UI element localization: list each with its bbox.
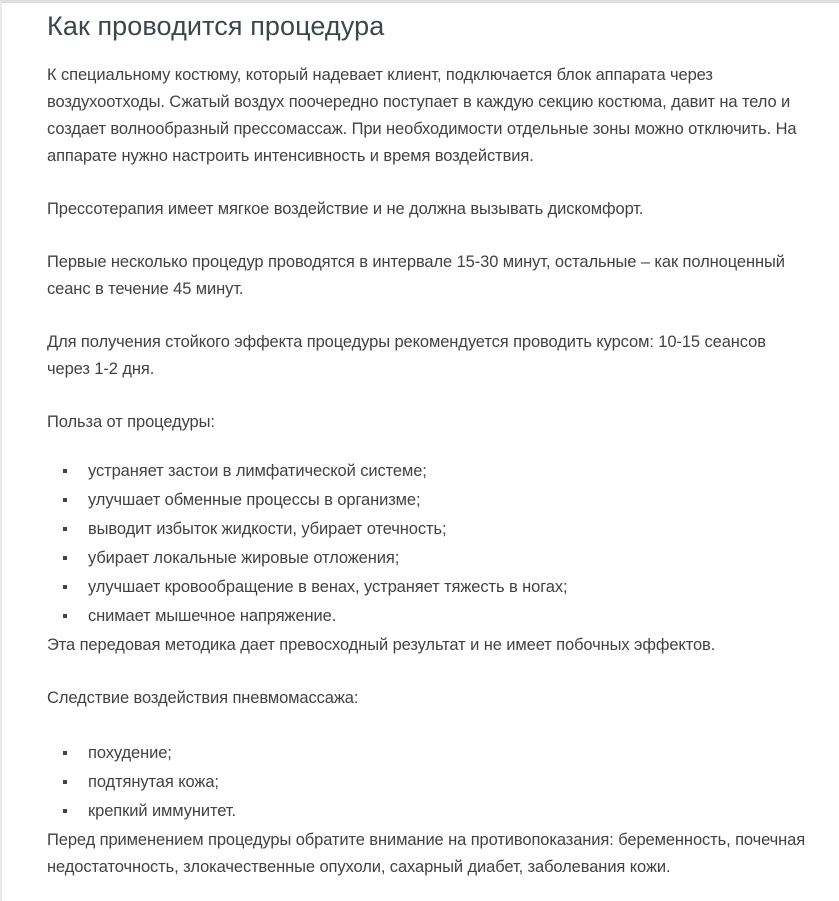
bullet-square-icon xyxy=(63,809,67,813)
paragraph-session-duration: Первые несколько процедур проводятся в интервале 15-30 минут, остальные – как полноценный сеанс в течение 45 минут. xyxy=(47,253,785,298)
bullet-square-icon xyxy=(63,556,67,560)
list-item-text: выводит избыток жидкости, убирает отечность; xyxy=(88,520,447,538)
bullet-square-icon xyxy=(63,498,67,502)
list-item xyxy=(47,487,811,514)
list-item-text: снимает мышечное напряжение. xyxy=(88,607,337,625)
benefits-list xyxy=(47,458,811,630)
list-item xyxy=(47,458,811,485)
bullet-square-icon xyxy=(63,614,67,618)
effects-list-intro: Следствие воздействия пневмомассажа: xyxy=(47,689,359,707)
list-item-text: устраняет застои в лимфатической системе; xyxy=(88,462,427,480)
list-item-text: похудение; xyxy=(88,744,172,762)
list-item xyxy=(47,769,811,796)
page-title: Как проводится процедура xyxy=(47,11,385,41)
list-item xyxy=(47,740,811,767)
bullet-square-icon xyxy=(63,527,67,531)
list-item xyxy=(47,603,811,630)
paragraph-comfort-note: Прессотерапия имеет мягкое воздействие и не должна вызывать дискомфорт. xyxy=(47,200,644,218)
effects-list xyxy=(47,740,811,825)
bullet-square-icon xyxy=(63,780,67,784)
list-item xyxy=(47,516,811,543)
list-item-text: улучшает кровообращение в венах, устраняет тяжесть в ногах; xyxy=(88,578,568,596)
benefits-list-intro: Польза от процедуры: xyxy=(47,413,215,431)
list-item-text: подтянутая кожа; xyxy=(88,773,219,791)
bullet-square-icon xyxy=(63,585,67,589)
contraindications-warning: Перед применением процедуры обратите внимание на противопоказания: беременность, почечная недостаточность, злокачественные опухоли, сахарный диабет, заболевания кожи. xyxy=(47,831,806,876)
list-item xyxy=(47,545,811,572)
paragraph-procedure-description: К специальному костюму, который надевает клиент, подключается блок аппарата через воздухоотходы. Сжатый воздух поочередно поступает в каждую секцию костюма, давит на тело и создает волнообразный прессомассаж. При необходимости отдельные зоны можно отключить. На аппарате нужно настроить интенсивность и время воздействия. xyxy=(47,66,797,165)
list-item-text: убирает локальные жировые отложения; xyxy=(88,549,400,567)
list-item xyxy=(47,574,811,601)
bullet-square-icon xyxy=(63,469,67,473)
list-item xyxy=(47,798,811,825)
bullet-square-icon xyxy=(63,751,67,755)
paragraph-course-recommendation: Для получения стойкого эффекта процедуры рекомендуется проводить курсом: 10-15 сеансов через 1-2 дня. xyxy=(47,333,766,378)
list-item-text: крепкий иммунитет. xyxy=(88,802,236,820)
benefits-list-outro: Эта передовая методика дает превосходный результат и не имеет побочных эффектов. xyxy=(47,636,716,654)
list-item-text: улучшает обменные процессы в организме; xyxy=(88,491,421,509)
